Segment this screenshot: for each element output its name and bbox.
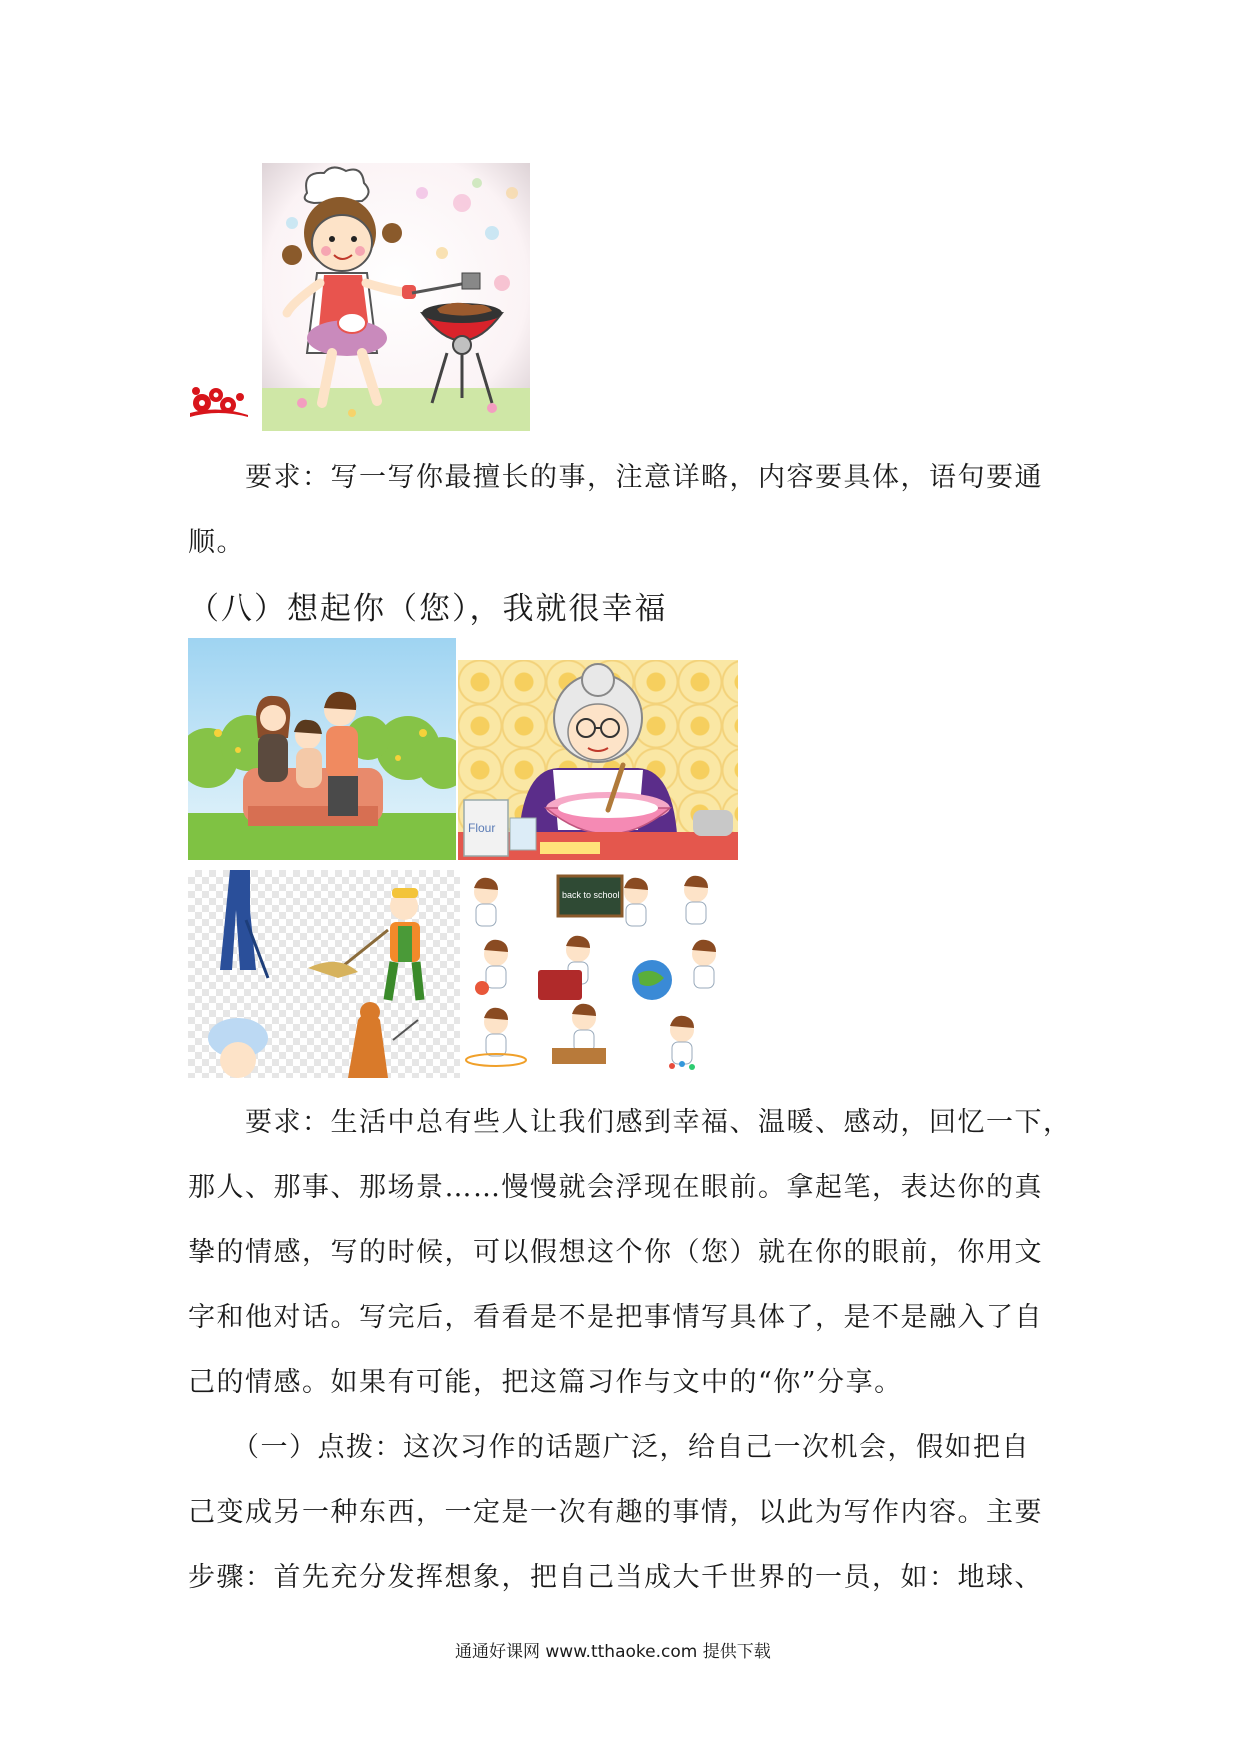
section-eight-requirement-line-4: 字和他对话。写完后，看看是不是把事情写具体了，是不是融入了自 <box>188 1302 1043 1333</box>
guidance-line-1: （一）点拨：这次习作的话题广泛，给自己一次机会，假如把自 <box>232 1432 1030 1463</box>
school-boys-illustration <box>462 870 738 1078</box>
section-eight-requirement-line-3: 挚的情感，写的时候，可以假想这个你（您）就在你的眼前，你用文 <box>188 1237 1043 1268</box>
section-seven-requirement-line-1: 要求：写一写你最擅长的事，注意详略，内容要具体，语句要通 <box>245 462 1043 493</box>
guidance-line-3: 步骤：首先充分发挥想象，把自己当成大千世界的一员，如：地球、 <box>188 1562 1043 1593</box>
guidance-line-2: 己变成另一种东西，一定是一次有趣的事情，以此为写作内容。主要 <box>188 1497 1043 1528</box>
section-eight-requirement-line-2: 那人、那事、那场景……慢慢就会浮现在眼前。拿起笔，表达你的真 <box>188 1172 1043 1203</box>
section-eight-title: （八）想起你（您），我就很幸福 <box>188 591 668 627</box>
chalkboard-text: back to school <box>562 890 620 900</box>
workers-illustration <box>188 870 460 1078</box>
section-eight-requirement-line-5: 己的情感。如果有可能，把这篇习作与文中的“你”分享。 <box>188 1367 903 1398</box>
flour-label: Flour <box>468 821 496 835</box>
family-on-sofa-illustration <box>188 638 456 860</box>
section-seven-requirement-line-2: 顺。 <box>188 527 245 558</box>
paper-cut-ornament <box>188 375 250 419</box>
footer-watermark: 通通好课网 www.tthaoke.com 提供下载 <box>455 1642 771 1662</box>
section-eight-requirement-line-1: 要求：生活中总有些人让我们感到幸福、温暖、感动，回忆一下， <box>245 1107 1072 1138</box>
grandma-baking-illustration <box>458 660 738 860</box>
girl-cooking-illustration <box>262 163 530 431</box>
